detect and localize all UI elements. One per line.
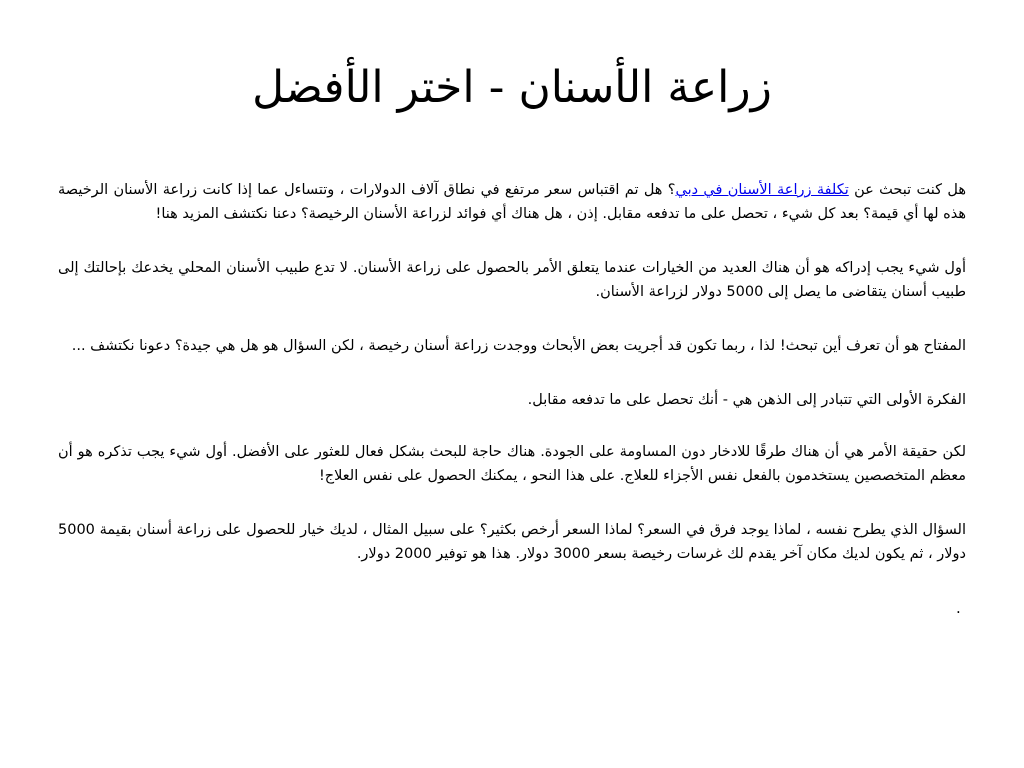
page-title: زراعة الأسنان - اختر الأفضل (252, 62, 772, 113)
paragraph-options: أول شيء يجب إدراكه هو أن هناك العديد من الخيارات عندما يتعلق الأمر بالحصول على زراعة الأسنان. لا تدع طبيب الأسنان المحلي يخدعك بإحالتك إلى طبيب أسنان يتقاضى ما يصل إلى 5000 دولار لزراعة الأسنان. (58, 260, 966, 300)
slide-body (58, 178, 966, 620)
closing-dot: . (956, 599, 961, 617)
paragraph-key: المفتاح هو أن تعرف أين تبحث! لذا ، ربما تكون قد أجريت بعض الأبحاث ووجدت زراعة أسنان رخيصة ، لكن السؤال هو هل هي جيدة؟ دعونا نكتشف ... (71, 338, 966, 354)
paragraph-truth: لكن حقيقة الأمر هي أن هناك طرقًا للادخار دون المساومة على الجودة. هناك حاجة للبحث بشكل فعال للعثور على الأفضل. أول شيء يجب تذكره هو أن معظم المتخصصين يستخدمون بالفعل نفس الأجزاء للعلاج. على هذا النحو ، يمكنك الحصول على نفس العلاج! (58, 444, 966, 484)
paragraph-intro-before: هل كنت تبحث عن (848, 182, 967, 198)
paragraph-price-question: السؤال الذي يطرح نفسه ، لماذا يوجد فرق في السعر؟ لماذا السعر أرخص بكثير؟ على سبيل المثال ، لديك خيار للحصول على زراعة أسنان بقيمة 5000 دولار ، ثم يكون لديك مكان آخر يقدم لك غرسات رخيصة بسعر 3000 دولار. هذا هو توفير 2000 دولار. (58, 522, 966, 562)
dental-implant-cost-link[interactable]: تكلفة زراعة الأسنان في دبي (675, 182, 849, 198)
paragraph-first-thought: الفكرة الأولى التي تتبادر إلى الذهن هي - أنك تحصل على ما تدفعه مقابل. (527, 392, 966, 408)
paragraph-intro-after: ؟ هل تم اقتباس سعر مرتفع في نطاق آلاف الدولارات ، وتتساءل عما إذا كانت زراعة الأسنان الرخيصة هذه لها أي قيمة؟ بعد كل شيء ، تحصل على ما تدفعه مقابل. إذن ، هل هناك أي فوائد لزراعة الأسنان الرخيصة؟ دعنا نكتشف المزيد هنا! (58, 182, 966, 222)
paragraph-intro (58, 178, 966, 226)
